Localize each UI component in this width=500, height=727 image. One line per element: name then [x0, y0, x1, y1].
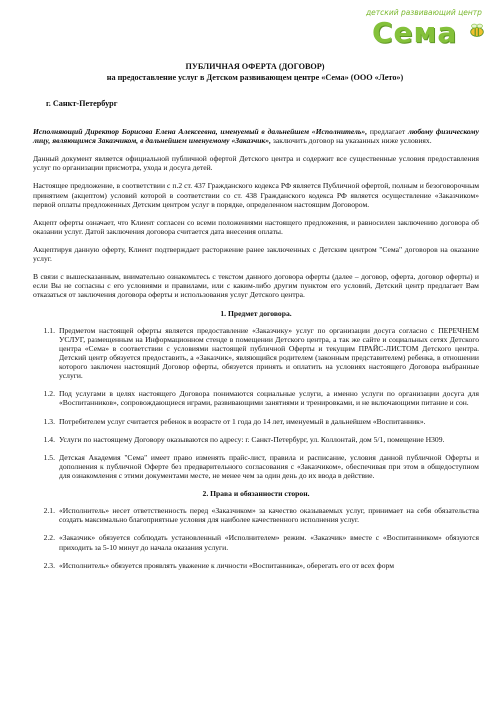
clause	[33, 453, 479, 480]
logo-wordmark: Сема	[372, 16, 458, 49]
document-header	[30, 62, 480, 84]
clause	[33, 389, 479, 407]
clause-text: «Исполнитель» несет ответственность перед «Заказчиком» за качество оказываемых услуг, принимает на себя обязательства создать максимально благоприятные условия для наиболее качественного исполнения услуг.	[59, 506, 479, 525]
center-logo	[362, 8, 492, 52]
intro-executor: Исполняющий Директор Борисова Елена Алексеевна, именуемый в дальнейшем «Исполнитель»,	[33, 127, 368, 136]
clause-number: 1.1.	[43, 325, 55, 335]
document-body	[33, 127, 479, 579]
clause-text: Предметом настоящей оферты является предоставление «Заказчику» услуг по организации досуга согласно с ПЕРЕЧНЕМ УСЛУГ, размещенным на Информационном стенде в помещении Детского центра, а так же сайте и социальных сетях Детского центра «Сема» в соответствии с условиями настоящей публичной Оферты и текущим ПРАЙС-ЛИСТОМ Детского центра. Детский центр обязуется предоставить, а «Заказчик», являющийся родителем (законным представителем) ребенка, в отношении которого заключен настоящий Договор оферты, обязуется принять и оплатить на условиях настоящего Договора выбранные услуги.	[59, 325, 479, 381]
document-subtitle: на предоставление услуг в Детском развивающем центре «Сема» (ООО «Лето»)	[106, 72, 404, 82]
clause-text: «Заказчик» обязуется соблюдать установленный «Исполнителем» режим. «Заказчик» вместе с «Воспитанником» обязуются приходить за 5-10 минут до начала оказания услуги.	[59, 533, 479, 552]
clause	[33, 533, 479, 551]
clause-text: Потребителем услуг считается ребенок в возрасте от 1 года до 14 лет, именуемый в дальнейшем «Воспитанник».	[59, 416, 426, 426]
paragraph: В связи с вышесказанным, внимательно ознакомьтесь с текстом данного договора оферты (далее – договор, оферта, договор оферты) и если Вы не согласны с его условиями и правилами, или с каким-либо другим пунктом его условий, Детский центр предлагает Вам отказаться от заключения договора оферты и использования услуг Детского центра.	[33, 272, 479, 300]
clause-text: Услуги по настоящему Договору оказываются по адресу: г. Санкт-Петербург, ул. Коллонтай, дом 5/1, помещение Н309.	[59, 434, 445, 444]
clause-number: 2.1.	[43, 506, 55, 516]
intro-paragraph	[33, 127, 479, 145]
intro-customer: любому физическому лицу, являющимся Заказчиком, в дальнейшем именуемому «Заказчик»,	[33, 127, 479, 146]
clause-number: 1.5.	[43, 452, 55, 462]
section-heading: 1. Предмет договора.	[220, 308, 292, 318]
clause	[33, 417, 479, 426]
paragraph: Акцептируя данную оферту, Клиент подтверждает расторжение ранее заключенных с Детским центром "Сема" договоров на оказание услуг.	[33, 244, 479, 264]
clause-number: 2.2.	[43, 533, 55, 543]
paragraph: Настоящее предложение, в соответствии с п.2 ст. 437 Гражданского кодекса РФ является Публичной офертой, полным и безоговорочным принятием (акцептом) условий которой в соответствии со ст. 438 Гражданского кодекса РФ является осуществление «Заказчиком» первой оплаты предложенных Детским центром услуг в порядке, определенном настоящим Договором.	[33, 181, 479, 209]
logo-tagline: детский развивающий центр	[366, 8, 482, 17]
clause-text: Под услугами в целях настоящего Договора понимаются социальные услуги, а именно услуги по организации досуга для «Воспитанников», сопровождающиеся играми, развивающими занятиями и тренировками, и не включающими питание и сон.	[59, 389, 479, 408]
clause-number: 2.3.	[43, 560, 55, 570]
clause-text: «Исполнитель» обязуется проявлять уважение к личности «Воспитанника», оберегать его от всех форм	[59, 560, 394, 570]
paragraph: Данный документ является официальной публичной офертой Детского центра и содержит все существенные условия предоставления услуг по организации присмотра, ухода и досуга детей.	[33, 154, 479, 173]
clause	[33, 435, 479, 444]
clause	[33, 506, 479, 524]
section-heading: 2. Права и обязанности сторон.	[202, 489, 310, 499]
clause-text: Детская Академия "Сема" имеет право изменять прайс-лист, правила и расписание, условия данной публичной Оферты и дополнения к публичной Оферте без предварительного согласования с «Заказчиком», обеспечивая при этом в общедоступном для ознакомления с этими документами месте, не менее чем за один день до их ввода в действие.	[59, 452, 479, 480]
paragraph: Акцепт оферты означает, что Клиент согласен со всеми положениями настоящего предложения, и равносилен заключению договора об оказании услуг. Датой заключения договора считается дата внесения оплаты.	[33, 217, 479, 236]
clause-number: 1.4.	[43, 434, 55, 444]
intro-connector: предлагает	[367, 127, 408, 136]
clause	[33, 326, 479, 381]
clause	[33, 561, 479, 570]
city-line: г. Санкт-Петербург	[46, 99, 118, 108]
intro-tail: заключить договор на указанных ниже условиях.	[270, 136, 432, 146]
clause-number: 1.2.	[43, 389, 55, 399]
bee-icon	[468, 22, 486, 40]
document-title: ПУБЛИЧНАЯ ОФЕРТА (ДОГОВОР)	[185, 62, 325, 71]
clause-number: 1.3.	[43, 416, 55, 426]
